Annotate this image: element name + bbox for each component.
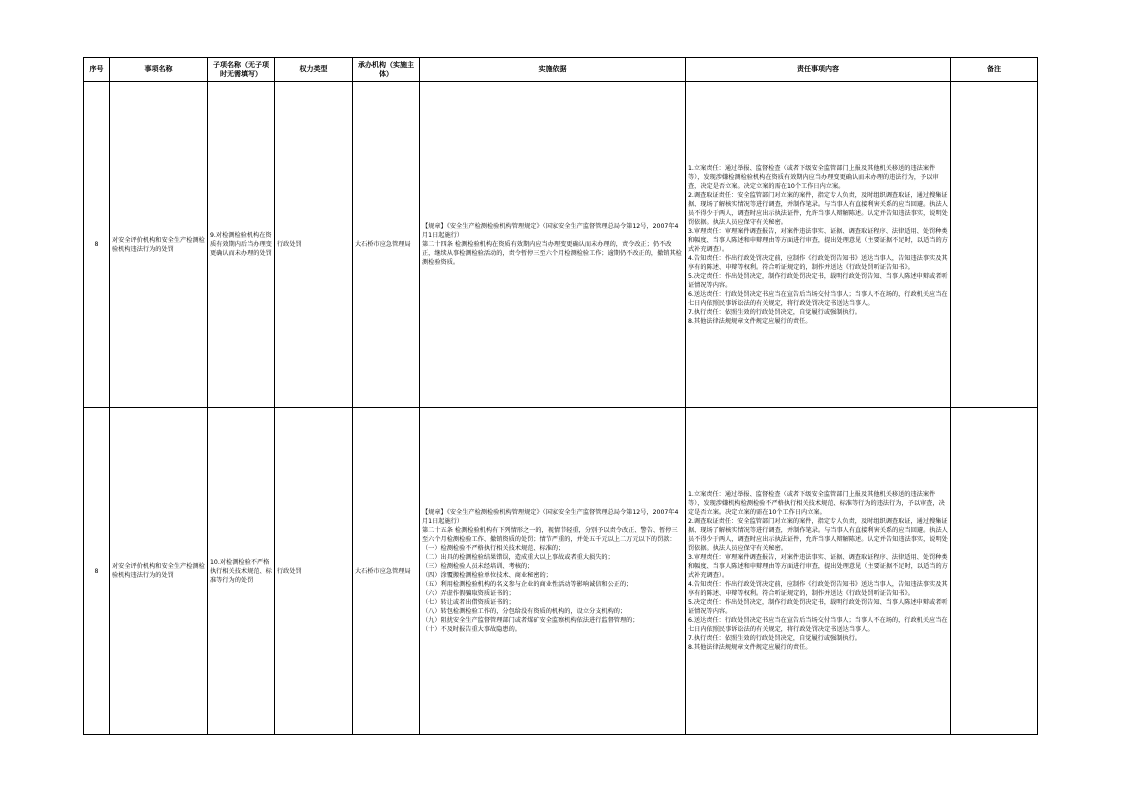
basis-line: 【规章】《安全生产检测检验机构管理规定》（国家安全生产监督管理总局令第12号，2007年4月1日起施行） <box>422 509 679 525</box>
header-duty-content: 责任事项内容 <box>686 58 951 82</box>
basis-line: （一）检测检验不严格执行相关技术规范、标准的； <box>422 545 565 552</box>
duty-line: 7.执行责任：依照生效的行政处罚决定，自觉履行或强制执行。 <box>688 635 861 642</box>
duty-line: 2.调查取证责任：安全监管部门对立案的案件，指定专人负责，及时组织调查取证，通过搜集证据、现场了解核实情况等进行调查，并制作笔录。与当事人有直接利害关系的应当回避。执法人员不得少于两人，调查时应出示执法证件，允许当事人辩解陈述。认定并告知违法事实，说明处罚依据。执法人员应保守有关秘密。 <box>688 518 948 552</box>
duty-line: 3.审理责任：审理案件调查报告，对案件违法事实、证据、调查取证程序、法律适用、处罚种类和幅度、当事人陈述和申辩理由等方面进行审查，提出处理意见（主要证据不足时，以适当的方式补充调查）。 <box>688 227 948 253</box>
duty-line: 4.告知责任：作出行政处罚决定前，应制作《行政处罚告知书》送达当事人，告知违法事实及其享有的陈述、申辩等权利。符合听证规定的，制作并送达《行政处罚听证告知书》。 <box>688 254 948 271</box>
row-duty-content <box>686 82 951 408</box>
header-power-type: 权力类型 <box>275 58 353 82</box>
duty-line: 6.送达责任：行政处罚决定书应当在宣告后当场交付当事人；当事人不在场的，行政机关应当在七日内依照民事诉讼法的有关规定，将行政处罚决定书送达当事人。 <box>688 290 948 307</box>
table-row <box>84 82 1038 408</box>
header-row <box>84 58 1038 82</box>
duty-line: 1.立案责任：通过举报、监督检查（或者下级安全监管部门上报及其他机关移送的违法案件等），发现涉嫌检测检验机构在资质有效期内应当办理变更确认而未办理的违法行为，予以审查，决定是否立案。决定立案的需在10个工作日内立案。 <box>688 164 939 190</box>
duty-line: 5.决定责任：作出处罚决定，制作行政处罚决定书，载明行政处罚告知、当事人陈述申辩或者听证情况等内容。 <box>688 272 948 289</box>
duty-line: 2.调查取证责任：安全监管部门对立案的案件，指定专人负责，及时组织调查取证，通过搜集证据、现场了解核实情况等进行调查，并制作笔录。与当事人有直接利害关系的应当回避。执法人员不得少于两人，调查时应出示执法证件，允许当事人辩解陈述。认定并告知违法事实，说明处罚依据。执法人员应保守有关秘密。 <box>688 191 948 226</box>
row-note <box>951 82 1038 408</box>
header-legal-basis: 实施依据 <box>420 58 686 82</box>
row-seq: 8 <box>84 408 110 735</box>
row-power-type: 行政处罚 <box>275 408 353 735</box>
table-row <box>84 408 1038 735</box>
row-subitem-name: 9.对检测检验机构在资质有效期内后当办理变更确认而未办理的处罚 <box>208 82 275 408</box>
basis-line: （九）阻扰安全生产监督管理部门或者煤矿安全监察机构依法进行监督管理的； <box>422 617 639 624</box>
basis-line: （四）涂覆搬检测检验单位技术、商业秘密的； <box>422 572 552 579</box>
basis-line: （二）出具的检测检验结果错误，造成重大以上事故或者重大损失的； <box>422 554 614 561</box>
duty-line: 3.审理责任：审理案件调查报告，对案件违法事实、证据、调查取证程序、法律适用、处罚种类和幅度、当事人陈述和申辩理由等方面进行审查，提出处理意见（主要证据不足时，以适当的方式补充调查）。 <box>688 554 948 579</box>
duty-line: 4.告知责任：作出行政处罚决定前，应制作《行政处罚告知书》送达当事人，告知违法事实及其享有的陈述、申辩等权利。符合听证规定的，制作并送达《行政处罚听证告知书》。 <box>688 581 948 597</box>
basis-line: （十）不及时报告重大事故隐患的。 <box>422 626 521 633</box>
header-seq: 序号 <box>84 58 110 82</box>
duty-line: 7.执行责任：依照生效的行政处罚决定，自觉履行或强制执行。 <box>688 308 861 316</box>
row-item-name: 对安全评价机构和安全生产检测检验机构违法行为的处罚 <box>110 408 208 735</box>
row-power-type: 行政处罚 <box>275 82 353 408</box>
duty-line: 1.立案责任：通过举报、监督检查（或者下级安全监管部门上报及其他机关移送的违法案件等），发现涉嫌机构检测检验不严格执行相关技术规范、标准等行为的违法行为，予以审查，决定是否立案。决定立案的需在10个工作日内立案。 <box>688 491 945 516</box>
duty-line: 6.送达责任：行政处罚决定书应当在宣告后当场交付当事人；当事人不在场的，行政机关应当在七日内依照民事诉讼法的有关规定，将行政处罚决定书送达当事人。 <box>688 617 948 633</box>
basis-line: （六）弄虚作假骗取资质证书的； <box>422 590 515 597</box>
duty-line: 5.决定责任：作出处罚决定，制作行政处罚决定书，载明行政处罚告知、当事人陈述申辩或者听证情况等内容。 <box>688 599 948 615</box>
row-legal-basis <box>420 82 686 408</box>
header-subitem-name: 子项名称（无子项时无需填写） <box>208 58 275 82</box>
duty-line: 8.其他法律法规规章文件规定应履行的责任。 <box>688 317 812 325</box>
row-duty-content <box>686 408 951 735</box>
basis-line: （五）利用检测检验机构的名义参与企业的商业性活动等影响诚信和公正的； <box>422 581 633 588</box>
header-note: 备注 <box>951 58 1038 82</box>
power-list-table <box>83 57 1038 735</box>
basis-line: 第二十四条 检测检验机构在资质有效期内应当办理变更确认而未办理的，责令改正；仍不改正，继续从事检测检验活动的，责令暂停三至六个月检测检验工作；逾期仍不改正的，撤销其检测检验资质。 <box>422 241 682 266</box>
row-seq: 8 <box>84 82 110 408</box>
basis-line: （三）检测检验人员未经培训、考核的； <box>422 563 534 570</box>
basis-line: （八）转包检测检验工作的，分包给没有资质的机构的，设立分支机构的； <box>422 608 627 615</box>
row-legal-basis <box>420 408 686 735</box>
row-note <box>951 408 1038 735</box>
header-item-name: 事项名称 <box>110 58 208 82</box>
basis-line: 【规章】《安全生产检测检验机构管理规定》（国家安全生产监督管理总局令第12号，2007年4月1日起施行） <box>422 223 679 239</box>
row-subitem-name: 10.对检测检验不严格执行相关技术规范、标准等行为的处罚 <box>208 408 275 735</box>
row-organization: 大石桥市应急管理局 <box>353 408 420 735</box>
header-organization: 承办机构（实施主体） <box>353 58 420 82</box>
duty-line: 8.其他法律法规规章文件规定应履行的责任。 <box>688 644 812 651</box>
row-organization: 大石桥市应急管理局 <box>353 82 420 408</box>
row-item-name: 对安全评价机构和安全生产检测检验机构违法行为的处罚 <box>110 82 208 408</box>
basis-line: （七）转让或者出借资质证书的； <box>422 599 515 606</box>
basis-line: 第二十五条 检测检验机构有下列情形之一的，视情节轻重，分别予以责令改正、警告、暂停三至六个月检测检验工作、撤销资质的处罚；情节严重的，并处五千元以上二万元以下的罚款： <box>422 527 678 543</box>
